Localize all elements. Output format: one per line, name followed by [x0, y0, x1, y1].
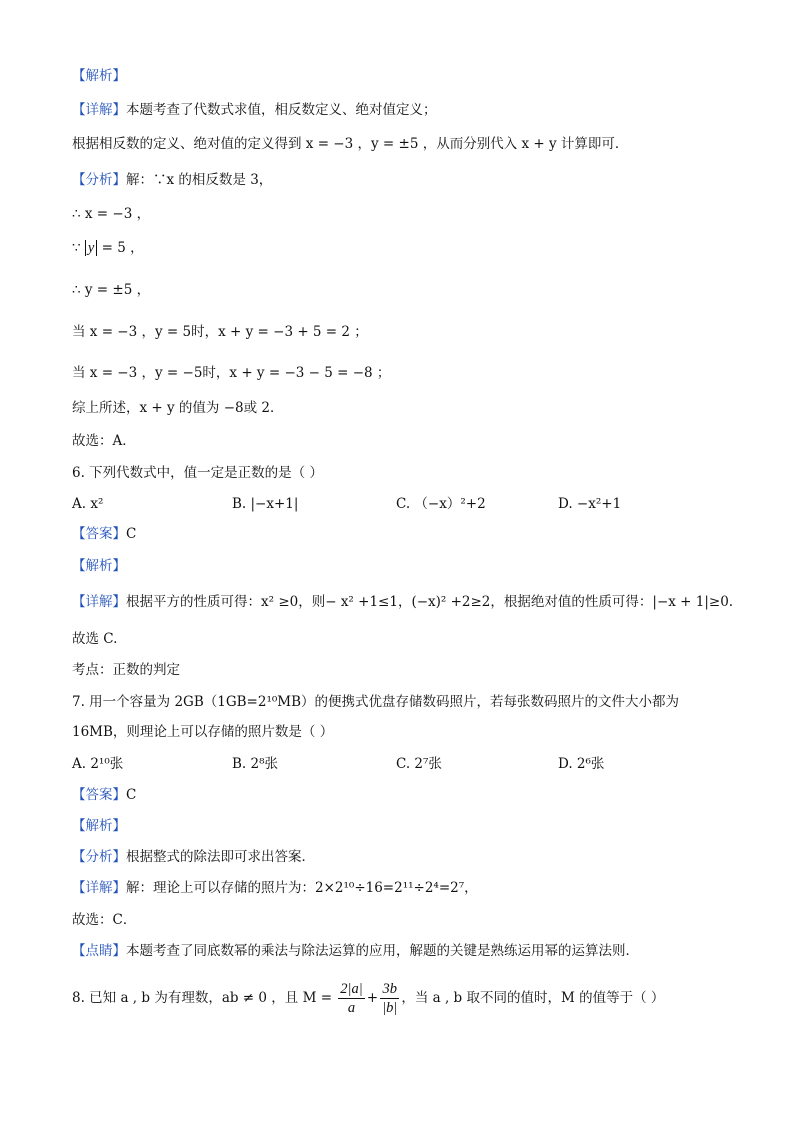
fenxi-text: 解：∵x 的相反数是 3，: [126, 172, 273, 188]
explanation-line: 根据相反数的定义、绝对值的定义得到 x = −3 ，y = ±5 ，从而分别代入 x + y 计算即可．: [72, 136, 629, 152]
detail-line-7: [72, 878, 478, 898]
abs-y-eq: = 5 ，: [97, 240, 144, 256]
option-a: A. 2¹⁰张: [72, 756, 124, 772]
fenxi-line: [72, 170, 272, 190]
option-d: D. −x²+1: [558, 496, 622, 512]
option-c: C. （−x）²+2: [396, 496, 486, 512]
choose-line-7: 故选：C．: [72, 912, 137, 928]
answer-value: C: [126, 526, 137, 542]
detail-line: [72, 100, 437, 120]
fenxi-tag: 【分析】: [72, 849, 126, 865]
fraction-denominator: |b|: [382, 1000, 398, 1016]
analysis-tag: 【解析】: [72, 558, 126, 574]
detail-tag: 【详解】: [72, 594, 126, 610]
question-7-line2: 16MB，则理论上可以存储的照片数是（ ）: [72, 724, 334, 740]
step-abs-y: [72, 238, 144, 258]
question-8: [72, 978, 664, 1018]
option-b: B. 2⁸张: [232, 756, 279, 772]
question-8-prefix: 8. 已知 a , b 为有理数，ab ≠ 0 ，且 M =: [72, 990, 337, 1006]
options-6: [72, 494, 722, 514]
detail-tag: 【详解】: [72, 880, 126, 896]
options-7: [72, 754, 722, 774]
choose-line-6: 故选 C.: [72, 631, 118, 647]
step-x-value: ∴ x = −3 ，: [72, 206, 151, 222]
dianjing-text: 本题考查了同底数幂的乘法与除法运算的应用，解题的关键是熟练运用幂的运算法则．: [126, 943, 639, 959]
option-a: A. x²: [72, 496, 104, 512]
answer-line-6: [72, 524, 136, 544]
fraction-numerator: 3b: [380, 980, 399, 999]
analysis-tag: 【解析】: [72, 68, 126, 84]
abs-y: y: [85, 240, 97, 256]
question-8-suffix: ，当 a , b 取不同的值时，M 的值等于（ ）: [401, 990, 665, 1006]
plus-sign: +: [366, 990, 379, 1006]
question-7-line1: 7. 用一个容量为 2GB（1GB=2¹⁰MB）的便携式优盘存储数码照片，若每张数码照片的文件大小都为: [72, 694, 680, 710]
case-one: 当 x = −3 ，y = 5时，x + y = −3 + 5 = 2 ；: [72, 324, 368, 340]
fraction-numerator: 2|a|: [340, 981, 363, 997]
analysis-heading-7: [72, 816, 126, 836]
detail-tag: 【详解】: [72, 102, 126, 118]
detail-text: 本题考查了代数式求值，相反数定义、绝对值定义；: [126, 102, 437, 118]
summary-line: 综上所述，x + y 的值为 −8或 2．: [72, 400, 284, 416]
analysis-heading: [72, 66, 126, 86]
option-d: D. 2⁶张: [558, 756, 605, 772]
fenxi-tag: 【分析】: [72, 172, 126, 188]
answer-line-7: [72, 785, 136, 805]
analysis-heading-6: [72, 556, 126, 576]
answer-tag: 【答案】: [72, 787, 126, 803]
answer-tag: 【答案】: [72, 526, 126, 542]
fraction-2abs-a-over-a: [338, 980, 364, 1017]
because-symbol: ∵: [72, 240, 85, 256]
case-two: 当 x = −3 ，y = −5时，x + y = −3 − 5 = −8 ；: [72, 365, 391, 381]
dianjing-line: [72, 941, 639, 961]
fenxi-line-7: [72, 847, 315, 867]
choose-line: 故选：A．: [72, 433, 136, 449]
step-y-value: ∴ y = ±5 ，: [72, 282, 151, 298]
detail-text: 解：理论上可以存储的照片为：2×2¹⁰÷16=2¹¹÷2⁴=2⁷，: [126, 880, 478, 896]
answer-value: C: [126, 787, 137, 803]
detail-line-6: [72, 592, 733, 612]
fraction-3b-over-abs-b: [380, 980, 399, 1017]
dianjing-tag: 【点睛】: [72, 943, 126, 959]
kaodian-line: 考点：正数的判定: [72, 662, 180, 678]
analysis-tag: 【解析】: [72, 818, 126, 834]
question-6: 6. 下列代数式中，值一定是正数的是（ ）: [72, 465, 323, 481]
fraction-denominator: a: [347, 1000, 356, 1016]
option-b: B. |−x+1|: [232, 496, 299, 512]
option-c: C. 2⁷张: [396, 756, 442, 772]
fenxi-text: 根据整式的除法即可求出答案．: [126, 849, 315, 865]
detail-text: 根据平方的性质可得：x² ≥0，则− x² +1≤1，(−x)² +2≥2，根据绝对值的性质可得：|−x + 1|≥0.: [126, 594, 734, 610]
